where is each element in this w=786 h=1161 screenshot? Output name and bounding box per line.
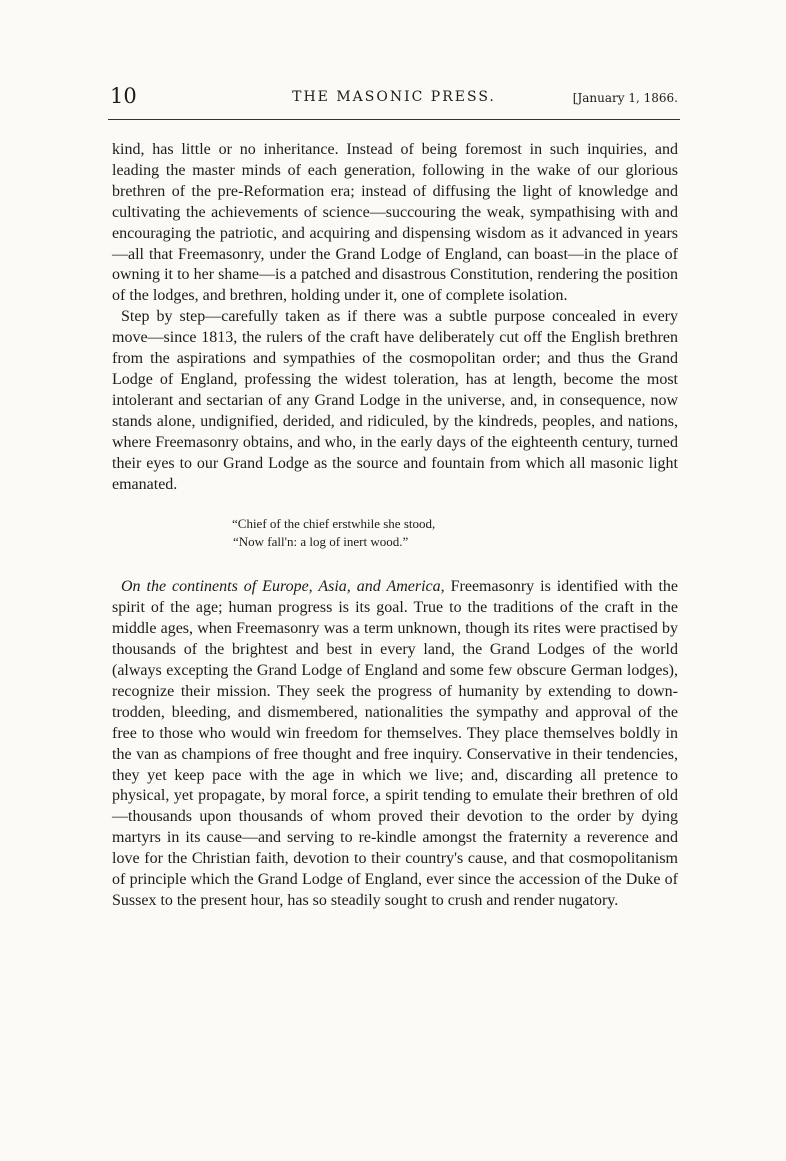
quote-line-2: “Now fall'n: a log of inert wood.” bbox=[233, 534, 409, 550]
page-number: 10 bbox=[110, 84, 137, 108]
paragraph-2: Step by step—carefully taken as if there was a subtle purpose concealed in every move—since 1813, the rulers of the craft have deliberately cut off the English brethren from the aspirations and sympathies of the cosmopolitan order; and thus the Grand Lodge of England, professing the widest toleration, has at length, become the most intolerant and sectarian of any Grand Lodge in the universe, and, in consequence, now stands alone, undignified, derided, and ridiculed, by the kindreds, peoples, and nations, where Freemasonry obtains, and who, in the early days of the eighteenth century, turned their eyes to our Grand Lodge as the source and fountain from which all masonic light emanated. bbox=[112, 308, 678, 493]
paragraph-1: kind, has little or no inheritance. Instead of being foremost in such inquiries, and leading the master minds of each generation, following in the wake of our glorious brethren of the pre-Reformation era; instead of diffusing the light of knowledge and cultivating the achievements of science—succouring the weak, sympathising with and encouraging the patriotic, and acquiring and dispensing wisdom as it advanced in years—all that Freemasonry, under the Grand Lodge of England, can boast—in the place of owning it to her shame—is a patched and disastrous Constitution, rendering the position of the lodges, and brethren, holding under it, one of complete isolation. bbox=[112, 141, 678, 305]
header-rule bbox=[108, 119, 680, 120]
paragraph-3-text: Freemasonry is identified with the spirit of the age; human progress is its goal. True to the traditions of the craft in the middle ages, when Freemasonry was a term unknown, though its rites were practised by thousands of the brightest and best in every land, the Grand Lodges of the world (always excepting the Grand Lodge of England and some few obscure German lodges), recognize their mission. They seek the progress of humanity by extending to down-trodden, bleeding, and dismembered, nationalities the sympathy and approval of the free to those who would win freedom for themselves. They place themselves boldly in the van as champions of free thought and free inquiry. Conservative in their tendencies, they yet keep pace with the age in which we live; and, discarding all pretence to physical, yet propagate, by moral force, a spirit tending to emulate their brethren of old—thousands upon thousands of whom proved their devotion to the order by dying martyrs in its cause—and serving to re-kindle amongst the fraternity a reverence and love for the Christian faith, devotion to their country's cause, and that cosmopolitanism of principle which the Grand Lodge of England, ever since the accession of the Duke of Sussex to the present hour, has so steadily sought to crush and render nugatory. bbox=[112, 578, 678, 909]
issue-date: [January 1, 1866. bbox=[572, 91, 678, 105]
article-body bbox=[112, 140, 678, 912]
quote-line-1: “Chief of the chief erstwhile she stood, bbox=[232, 516, 436, 532]
running-title: THE MASONIC PRESS. bbox=[292, 89, 496, 105]
verse-quote bbox=[232, 515, 678, 551]
page-header bbox=[108, 84, 680, 114]
paragraph-3-lead: On the continents of Europe, Asia, and America, bbox=[121, 578, 445, 596]
paragraph-3 bbox=[112, 577, 678, 912]
